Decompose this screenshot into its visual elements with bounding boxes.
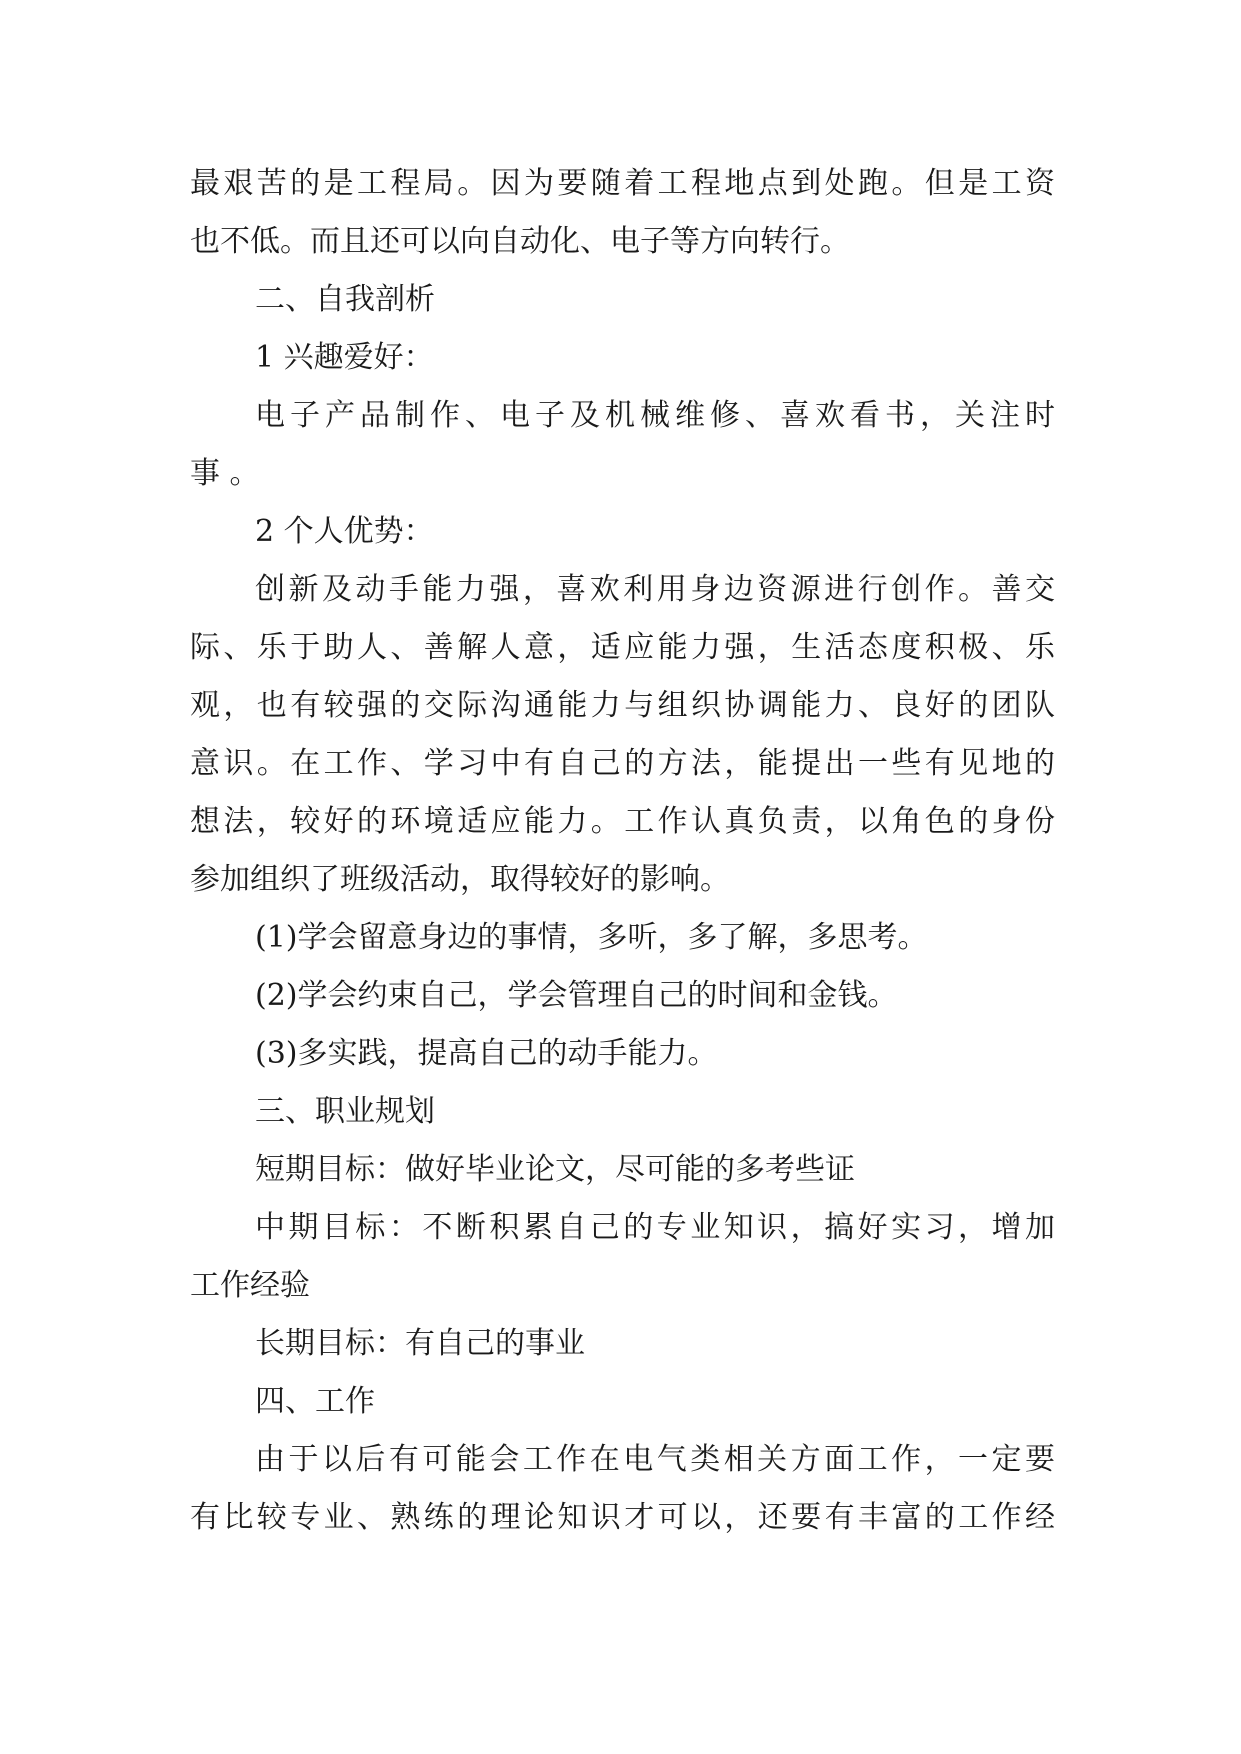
body-line: 长期目标：有自己的事业 bbox=[255, 1326, 585, 1361]
body-line: 短期目标：做好毕业论文，尽可能的多考些证 bbox=[255, 1152, 855, 1187]
subsection-heading: 2 个人优势： bbox=[255, 514, 434, 549]
body-line: 电子产品制作、电子及机械维修、喜欢看书，关注时 bbox=[255, 398, 1055, 433]
section-heading: 二、自我剖析 bbox=[255, 282, 435, 317]
body-line: 由于以后有可能会工作在电气类相关方面工作，一定要 bbox=[255, 1442, 1055, 1477]
body-line: 意识。在工作、学习中有自己的方法，能提出一些有见地的 bbox=[190, 746, 1055, 781]
body-line: 也不低。而且还可以向自动化、电子等方向转行。 bbox=[190, 224, 850, 259]
subsection-heading: 1 兴趣爱好： bbox=[255, 340, 434, 375]
body-line: 有比较专业、熟练的理论知识才可以，还要有丰富的工作经 bbox=[190, 1500, 1055, 1535]
list-item: (2)学会约束自己，学会管理自己的时间和金钱。 bbox=[255, 978, 898, 1013]
body-line: 想法，较好的环境适应能力。工作认真负责，以角色的身份 bbox=[190, 804, 1055, 839]
body-line: 观，也有较强的交际沟通能力与组织协调能力、良好的团队 bbox=[190, 688, 1055, 723]
list-item: (1)学会留意身边的事情，多听，多了解，多思考。 bbox=[255, 920, 928, 955]
section-heading: 四、工作 bbox=[255, 1384, 375, 1419]
body-line: 参加组织了班级活动，取得较好的影响。 bbox=[190, 862, 730, 897]
list-item: (3)多实践，提高自己的动手能力。 bbox=[255, 1036, 718, 1071]
section-heading: 三、职业规划 bbox=[255, 1094, 435, 1129]
body-line: 事 。 bbox=[190, 456, 260, 491]
body-line: 中期目标：不断积累自己的专业知识，搞好实习，增加 bbox=[255, 1210, 1055, 1245]
body-line: 际、乐于助人、善解人意，适应能力强，生活态度积极、乐 bbox=[190, 630, 1055, 665]
body-line: 最艰苦的是工程局。因为要随着工程地点到处跑。但是工资 bbox=[190, 166, 1055, 201]
body-line: 创新及动手能力强，喜欢利用身边资源进行创作。善交 bbox=[255, 572, 1055, 607]
body-line: 工作经验 bbox=[190, 1268, 310, 1303]
